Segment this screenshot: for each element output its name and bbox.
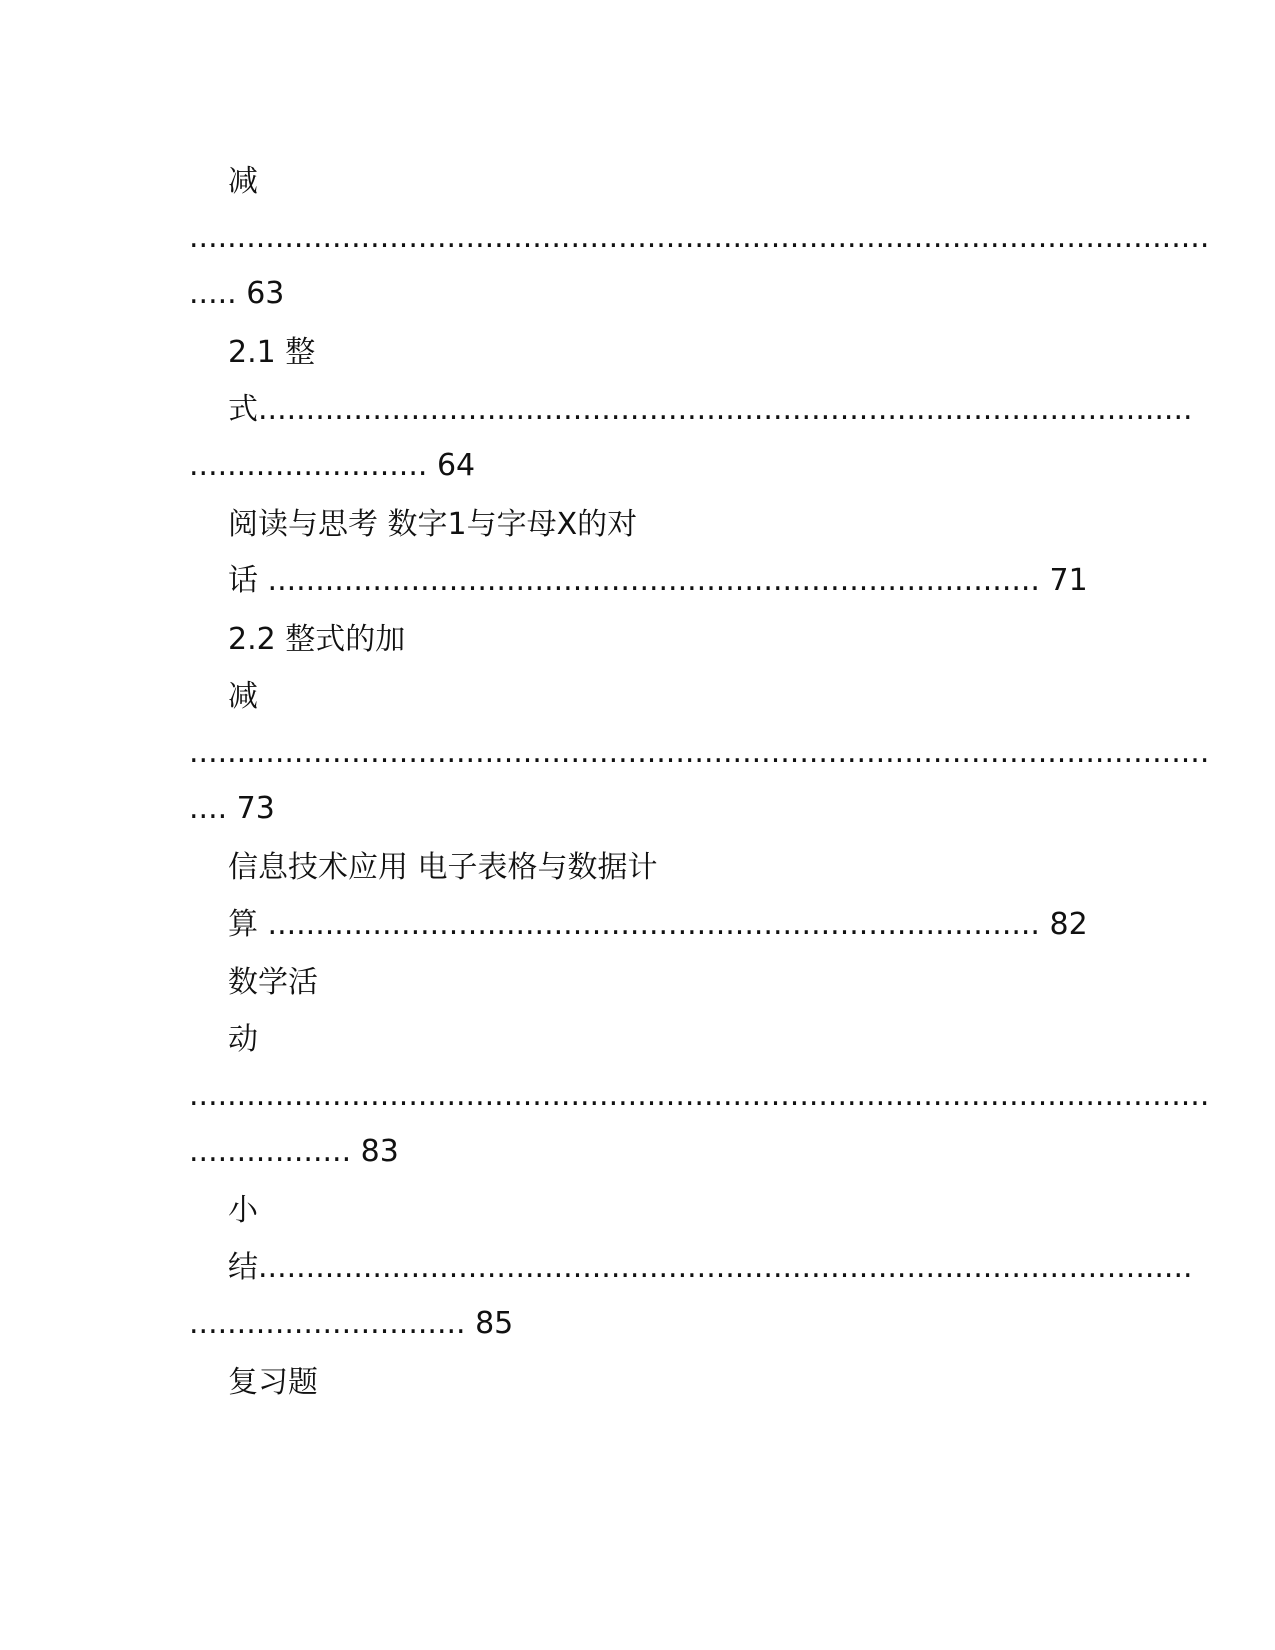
toc-line: 减 xyxy=(228,164,258,199)
toc-line: 信息技术应用 电子表格与数据计 xyxy=(228,850,658,885)
toc-dot-leader: ........................................................................................................... xyxy=(189,220,1210,255)
toc-dot-leader: ........................................................................................................... xyxy=(189,1078,1210,1113)
toc-line: 2.2 整式的加 xyxy=(228,622,406,657)
toc-line: 阅读与思考 数字1与字母X的对 xyxy=(228,507,638,542)
toc-entry-with-leader: 算 ................................................................................. 82 xyxy=(228,907,1088,942)
toc-line: 小 xyxy=(228,1193,258,1228)
toc-line: 复习题 xyxy=(228,1365,318,1400)
toc-line: 动 xyxy=(228,1022,258,1057)
toc-entry-with-leader: 式.................................................................................................. xyxy=(228,392,1193,427)
toc-page-number: ......................... 64 xyxy=(189,448,476,483)
toc-line: 2.1 整 xyxy=(228,335,316,370)
toc-page-number: ................. 83 xyxy=(189,1134,399,1169)
toc-line: 数学活 xyxy=(228,965,318,1000)
toc-entry-with-leader: 结.................................................................................................. xyxy=(228,1250,1193,1285)
toc-dot-leader: ........................................................................................................... xyxy=(189,735,1210,770)
toc-line: 减 xyxy=(228,679,258,714)
toc-page-number: ............................. 85 xyxy=(189,1306,514,1341)
toc-page-number: ..... 63 xyxy=(189,276,285,311)
toc-page-number: .... 73 xyxy=(189,791,275,826)
toc-entry-with-leader: 话 ................................................................................. 71 xyxy=(228,563,1088,598)
